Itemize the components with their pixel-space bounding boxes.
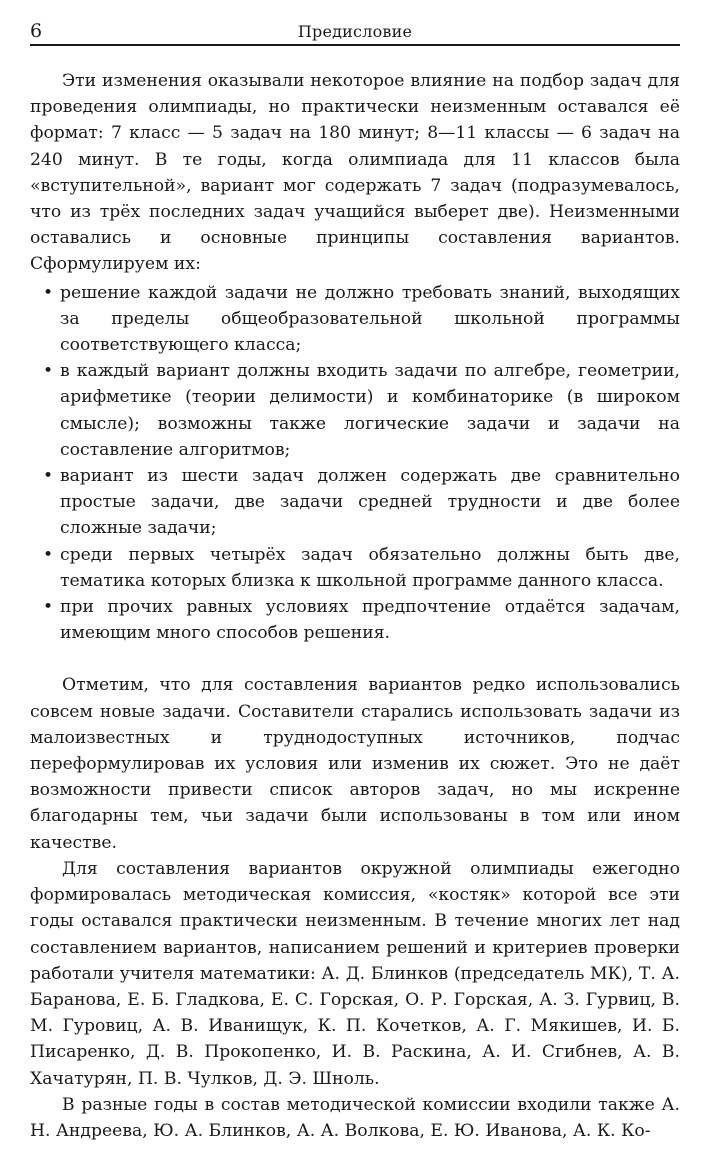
list-item-text: в каждый вариант должны входить задачи по алгебре, геометрии, арифметике (теории делимости) и комбинаторике (в широком смысле); возможны также логические задачи и задачи на составление алгоритмов; xyxy=(60,361,680,460)
bullet-icon: • xyxy=(43,466,54,487)
bullet-icon: • xyxy=(43,282,54,303)
running-title: Предисловие xyxy=(297,22,413,41)
bullet-icon: • xyxy=(43,597,54,618)
section-gap xyxy=(30,646,680,672)
bullet-icon: • xyxy=(43,361,54,382)
members-paragraph: В разные годы в состав методической комиссии входили также А. Н. Андреева, Ю. А. Блинков, А. А. Волкова, Е. Ю. Иванова, А. К. Ко- xyxy=(30,1094,680,1141)
list-item-text: среди первых четырёх задач обязательно должны быть две, тематика которых близка к школьной программе данного класса. xyxy=(60,544,680,591)
page-header xyxy=(30,18,680,46)
list-item-text: вариант из шести задач должен содержать две сравнительно простые задачи, две задачи средней трудности и две более сложные задачи; xyxy=(60,466,680,539)
book-page xyxy=(30,18,680,1144)
list-item xyxy=(30,280,680,359)
principles-list xyxy=(30,280,680,647)
list-item xyxy=(30,542,680,594)
page-body xyxy=(30,68,680,1144)
page-number: 6 xyxy=(30,20,43,42)
list-item-text: решение каждой задачи не должно требовать знаний, выходящих за пределы общеобразовательной школьной программы соответствующего класса; xyxy=(60,282,680,356)
list-item xyxy=(30,594,680,646)
bullet-icon: • xyxy=(43,544,54,565)
list-item xyxy=(30,358,680,463)
sources-paragraph: Отметим, что для составления вариантов редко использовались совсем новые задачи. Составители старались использовать задачи из малоизвестных и труднодоступных источников, подчас переформулировав их условия или изменив их сюжет. Это не даёт возможности привести список авторов задач, но мы искренне благодарны тем, чьи задачи были использованы в том или ином качестве. xyxy=(30,675,680,853)
list-item xyxy=(30,463,680,542)
list-item-text: при прочих равных условиях предпочтение отдаётся задачам, имеющим много способов решения. xyxy=(60,597,680,644)
intro-paragraph: Эти изменения оказывали некоторое влияние на подбор задач для проведения олимпиады, но практически неизменным оставался её формат: 7 класс — 5 задач на 180 минут; 8—11 классы — 6 задач на 240 минут. В те годы, когда олимпиада для 11 классов была «вступительной», вариант мог содержать 7 задач (подразумевалось, что из трёх последних задач учащийся выберет две). Неизменными оставались и основные принципы составления вариантов. Сформулируем их: xyxy=(30,71,680,275)
commission-paragraph: Для составления вариантов окружной олимпиады ежегодно формировалась методическая комиссия, «костяк» которой все эти годы оставался практически неизменным. В течение многих лет над составлением вариантов, написанием решений и критериев проверки работали учителя математики: А. Д. Блинков (председатель МК), Т. А. Баранова, Е. Б. Гладкова, Е. С. Горская, О. Р. Горская, А. З. Гурвиц, В. М. Гуровиц, А. В. Иванищук, К. П. Кочетков, А. Г. Мякишев, И. Б. Писаренко, Д. В. Прокопенко, И. В. Раскина, А. И. Сгибнев, А. В. Хачатурян, П. В. Чулков, Д. Э. Шноль. xyxy=(30,858,680,1089)
